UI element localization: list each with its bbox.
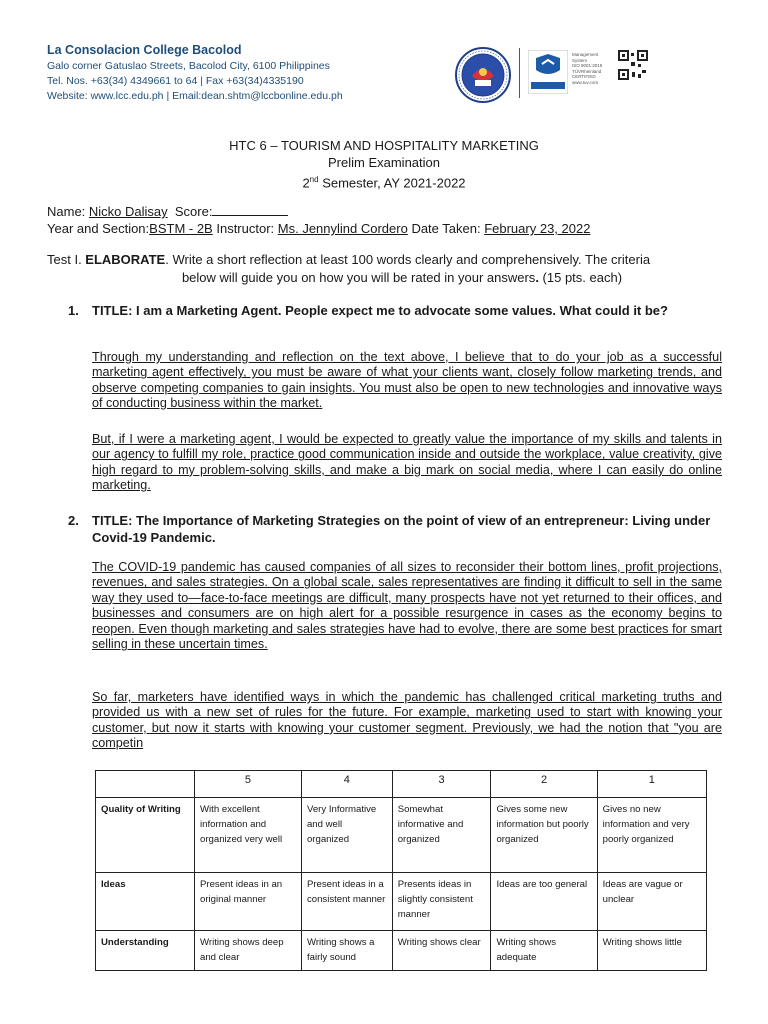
school-address: Galo corner Gatuslao Streets, Bacolod City, 6100 Philippines	[47, 60, 330, 72]
instructor-value: Ms. Jennylind Cordero	[277, 221, 408, 236]
question-1-title: TITLE: I am a Marketing Agent. People expect me to advocate some values. What could it be?	[92, 303, 668, 318]
rubric-cell: Present ideas in an original manner	[195, 873, 302, 931]
rubric-row	[96, 798, 707, 873]
rubric-cell: Writing shows a fairly sound	[301, 931, 392, 971]
logo-divider	[519, 48, 520, 98]
school-name: La Consolacion College Bacolod	[47, 43, 242, 57]
rubric-cell: Writing shows little	[597, 931, 706, 971]
rubric-criterion: Ideas	[96, 873, 195, 931]
date-taken-value: February 23, 2022	[484, 221, 591, 236]
rubric-row	[96, 873, 707, 931]
rubric-cell: Very Informative and well organized	[301, 798, 392, 873]
header-logos	[452, 44, 652, 100]
rubric-cell: Writing shows adequate	[491, 931, 597, 971]
rubric-cell: Ideas are too general	[491, 873, 597, 931]
school-phone: Tel. Nos. +63(34) 4349661 to 64 | Fax +63(34)4335190	[47, 75, 304, 87]
section-line: Year and Section:BSTM - 2B Instructor: Ms. Jennylind Cordero Date Taken: February 23, 2022	[47, 221, 591, 236]
rubric-cell: Gives some new information but poorly organized	[491, 798, 597, 873]
rubric-criterion: Quality of Writing	[96, 798, 195, 873]
student-name: Nicko Dalisay	[88, 204, 168, 219]
rubric-cell: Writing shows deep and clear	[195, 931, 302, 971]
question-2-title: TITLE: The Importance of Marketing Strategies on the point of view of an entrepreneur: Living under Covid-19 Pandemic.	[92, 513, 711, 545]
year-section-value: BSTM - 2B	[149, 221, 213, 236]
rubric-header-cell	[96, 771, 195, 798]
rubric-cell: Present ideas in a consistent manner	[301, 873, 392, 931]
rubric-table	[95, 770, 707, 971]
course-title: HTC 6 – TOURISM AND HOSPITALITY MARKETING	[229, 138, 539, 153]
question-2-answer-paragraph-1: The COVID-19 pandemic has caused companies of all sizes to reconsider their bottom lines, profit projections, revenues, and sales strategies. On a global scale, sales representatives are finding it difficult to sell in the same way they used to—face-to-face meetings are difficult, many prospects have not yet returned to their offices, and businesses and consumers are on high alert for a possible resurgence in cases as the economy begins to reopen. Even though marketing and sales strategies have had to evolve, there are some best practices for smart selling in these uncertain times.	[92, 560, 722, 652]
name-line: Name: Nicko Dalisay Score:	[47, 203, 288, 220]
rubric-criterion: Understanding	[96, 931, 195, 971]
rubric-header-cell: 4	[301, 771, 392, 798]
rubric-cell: With excellent information and organized very well	[195, 798, 302, 873]
score-blank	[212, 203, 288, 216]
rubric-cell: Gives no new information and very poorly organized	[597, 798, 706, 873]
rubric-header-cell: 3	[392, 771, 491, 798]
question-2-answer-paragraph-2: So far, marketers have identified ways in which the pandemic has challenged critical marketing truths and provided us with a new set of rules for the future. For example, marketing used to start with knowing your customer, but now it starts with knowing your customer segment. Previously, we had the notion that "you are competin	[92, 690, 722, 751]
certification-text: Management System ISO 9001:2015 TÜVRheinland CERTIFIED www.tuv.com	[572, 52, 603, 85]
rubric-header-cell: 2	[491, 771, 597, 798]
question-1-number: 1.	[68, 303, 79, 318]
rubric-row	[96, 931, 707, 971]
rubric-cell: Presents ideas in slightly consistent manner	[392, 873, 491, 931]
tuv-certification-logo	[528, 50, 568, 94]
semester-line: 2nd Semester, AY 2021-2022	[302, 175, 466, 191]
rubric-cell: Ideas are vague or unclear	[597, 873, 706, 931]
rubric-cell: Writing shows clear	[392, 931, 491, 971]
question-2-number: 2.	[68, 513, 79, 528]
rubric-header-cell: 1	[597, 771, 706, 798]
elaborate-keyword: ELABORATE	[85, 252, 166, 267]
school-website: Website: www.lcc.edu.ph | Email:dean.shtm@lccbonline.edu.ph	[47, 90, 343, 102]
school-header	[47, 42, 467, 104]
test-instructions: Test I. ELABORATE. Write a short reflection at least 100 words clearly and comprehensively. The criteria below will guide you on how you will be rated in your answers. (15 pts. each)	[47, 252, 651, 285]
rubric-header-cell: 5	[195, 771, 302, 798]
qr-code-icon	[618, 50, 648, 80]
question-1-answer-paragraph-2: But, if I were a marketing agent, I would be expected to greatly value the importance of my skills and talents in our agency to fulfill my role, practice good communication inside and outside the workplace, value creativity, give high regard to my problem-solving skills, and make a big mark on social media, where I can easily do online marketing.	[92, 432, 722, 493]
exam-title: Prelim Examination	[328, 155, 440, 170]
rubric-cell: Somewhat informative and organized	[392, 798, 491, 873]
question-1-answer-paragraph-1: Through my understanding and reflection on the text above, I believe that to do your job as a successful marketing agent effectively, you must be aware of what your clients want, closely follow marketing trends, and observe competing companies to gain insights. You must also be open to new technologies and innovative ways of conducting business within the market.	[92, 350, 722, 411]
college-seal-logo	[454, 46, 512, 104]
rubric-header-row	[96, 771, 707, 798]
